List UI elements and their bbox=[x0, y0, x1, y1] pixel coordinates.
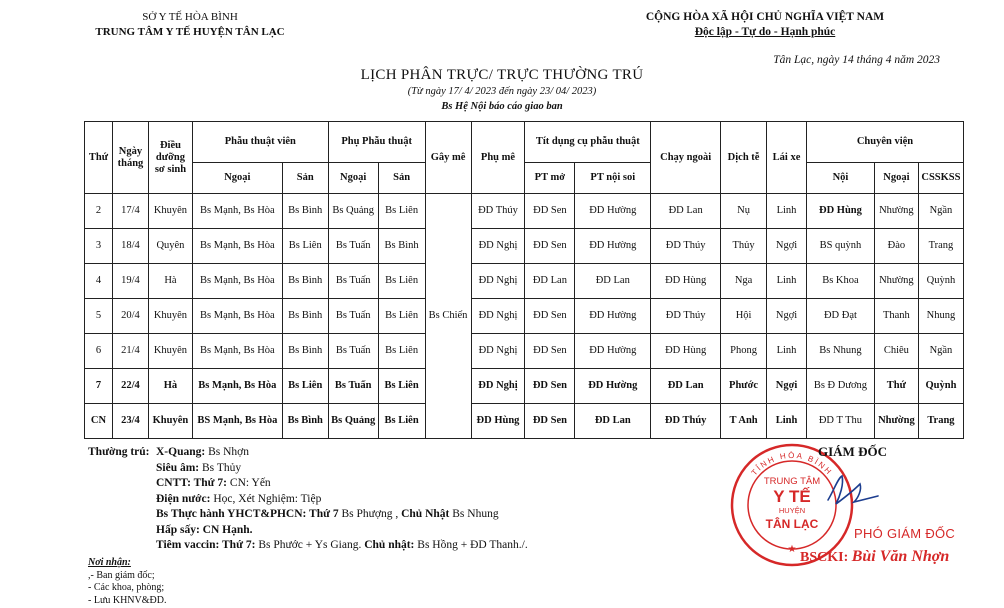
cell-dieu-duong: Khuyên bbox=[148, 334, 192, 369]
cell-pt-noi-soi: ĐD Hường bbox=[575, 369, 651, 404]
duty-schedule-table bbox=[84, 121, 964, 439]
table-row bbox=[85, 229, 964, 264]
signer-fullname: Bùi Văn Nhợn bbox=[851, 548, 950, 565]
cell-dich-te: Phước bbox=[721, 369, 767, 404]
cell-ngay: 22/4 bbox=[112, 369, 148, 404]
cell-ptv-san: Bs Bình bbox=[282, 404, 328, 439]
cell-ppt-ngoai: Bs Tuấn bbox=[328, 299, 378, 334]
table-row bbox=[85, 299, 964, 334]
cell-cv-cssks: Quỳnh bbox=[918, 369, 963, 404]
cell-ptv-ngoai: Bs Mạnh, Bs Hòa bbox=[192, 264, 282, 299]
cell-pt-mo: ĐD Sen bbox=[525, 194, 575, 229]
cell-ptv-ngoai: Bs Mạnh, Bs Hòa bbox=[192, 194, 282, 229]
cell-phu-me: ĐD Nghị bbox=[471, 334, 525, 369]
recipient-item: - Các khoa, phòng; bbox=[88, 582, 165, 593]
cell-cv-ngoai: Chiêu bbox=[874, 334, 918, 369]
signer-name bbox=[800, 548, 949, 566]
yhct-sun: Bs Nhung bbox=[452, 508, 499, 520]
yhct-sat: Bs Phượng , bbox=[341, 508, 399, 520]
cell-cv-noi: Bs Khoa bbox=[807, 264, 875, 299]
col-header-phu-me: Phụ mê bbox=[471, 122, 525, 194]
cell-pt-mo: ĐD Sen bbox=[525, 229, 575, 264]
subheader-cv-cssks: CSSKSS bbox=[918, 163, 963, 194]
cell-dieu-duong: Khuyên bbox=[148, 404, 192, 439]
cell-dich-te: Nga bbox=[721, 264, 767, 299]
cell-dieu-duong: Hà bbox=[148, 369, 192, 404]
cell-ppt-san: Bs Liên bbox=[378, 404, 425, 439]
cell-cv-cssks: Ngần bbox=[918, 194, 963, 229]
director-title: GIÁM ĐỐC bbox=[818, 444, 887, 459]
subheader-pt-noi-soi: PT nội soi bbox=[575, 163, 651, 194]
cell-ngay: 21/4 bbox=[112, 334, 148, 369]
cell-dich-te: Hội bbox=[721, 299, 767, 334]
cell-lai-xe: Ngợi bbox=[767, 299, 807, 334]
cell-lai-xe: Linh bbox=[767, 334, 807, 369]
vaccin-sun-label: Chủ nhật: bbox=[364, 539, 415, 551]
cell-lai-xe: Linh bbox=[767, 264, 807, 299]
cell-thu: 2 bbox=[85, 194, 113, 229]
hapsay-value: CN Hạnh. bbox=[202, 523, 253, 536]
cntt-value: CN: Yến bbox=[229, 477, 271, 489]
recipient-item: ,- Ban giám đốc; bbox=[88, 569, 155, 581]
org-line1: SỞ Y TẾ HÒA BÌNH bbox=[142, 11, 238, 23]
cell-ppt-san: Bs Liên bbox=[378, 264, 425, 299]
cell-lai-xe: Ngợi bbox=[767, 369, 807, 404]
cell-cv-cssks: Quỳnh bbox=[918, 264, 963, 299]
cell-pt-noi-soi: ĐD Lan bbox=[575, 404, 651, 439]
cell-ptv-ngoai: Bs Mạnh, Bs Hòa bbox=[192, 299, 282, 334]
xquang-label: X-Quang: bbox=[156, 446, 206, 458]
cell-thu: 3 bbox=[85, 229, 113, 264]
cell-ptv-san: Bs Liên bbox=[282, 229, 328, 264]
cell-pt-mo: ĐD Lan bbox=[525, 264, 575, 299]
stamp-line3: HUYỆN bbox=[778, 506, 806, 515]
cell-ptv-ngoai: Bs Mạnh, Bs Hòa bbox=[192, 369, 282, 404]
cell-ppt-ngoai: Bs Tuấn bbox=[328, 369, 378, 404]
cell-dieu-duong: Hà bbox=[148, 264, 192, 299]
hapsay-label: Hấp sấy: bbox=[156, 523, 200, 536]
cell-ppt-ngoai: Bs Tuấn bbox=[328, 264, 378, 299]
cell-ptv-ngoai: BS Mạnh, Bs Hòa bbox=[192, 404, 282, 439]
cell-thu: 6 bbox=[85, 334, 113, 369]
cell-ppt-san: Bs Liên bbox=[378, 299, 425, 334]
table-row bbox=[85, 369, 964, 404]
cell-chay-ngoai: ĐD Thúy bbox=[651, 404, 721, 439]
col-header-thu: Thứ bbox=[85, 122, 113, 194]
cell-ngay: 19/4 bbox=[112, 264, 148, 299]
cell-pt-noi-soi: ĐD Hường bbox=[575, 229, 651, 264]
org-header bbox=[60, 10, 320, 40]
cell-thu: 7 bbox=[85, 369, 113, 404]
cell-cv-ngoai: Thanh bbox=[874, 299, 918, 334]
col-header-phu-pt: Phụ Phẫu thuật bbox=[328, 122, 425, 163]
document-reporter: Bs Hệ Nội báo cáo giao ban bbox=[441, 101, 563, 112]
col-header-gay-me: Gây mê bbox=[425, 122, 471, 194]
cell-phu-me: ĐD Nghị bbox=[471, 229, 525, 264]
col-header-chay-ngoai: Chạy ngoài bbox=[651, 122, 721, 194]
cell-ppt-san: Bs Liên bbox=[378, 334, 425, 369]
cell-cv-noi: Bs Đ Dương bbox=[807, 369, 875, 404]
nation-motto: Độc lập - Tự do - Hạnh phúc bbox=[694, 26, 836, 38]
col-header-dieu-duong: Điều dưỡng sơ sinh bbox=[148, 122, 192, 194]
cell-ppt-san: Bs Liên bbox=[378, 369, 425, 404]
cell-pt-mo: ĐD Sen bbox=[525, 299, 575, 334]
cell-ngay: 20/4 bbox=[112, 299, 148, 334]
subheader-cv-ngoai: Ngoại bbox=[874, 163, 918, 194]
cell-gay-me: Bs Chiến bbox=[425, 194, 471, 439]
cell-cv-cssks: Nhung bbox=[918, 299, 963, 334]
cell-cv-noi: ĐD Hùng bbox=[807, 194, 875, 229]
cell-ngay: 17/4 bbox=[112, 194, 148, 229]
cell-chay-ngoai: ĐD Lan bbox=[651, 369, 721, 404]
signature-icon bbox=[820, 470, 880, 512]
sieuam-value: Bs Thủy bbox=[202, 461, 242, 474]
cell-cv-cssks: Ngần bbox=[918, 334, 963, 369]
cell-chay-ngoai: ĐD Hùng bbox=[651, 334, 721, 369]
cell-dieu-duong: Quyên bbox=[148, 229, 192, 264]
cell-thu: 5 bbox=[85, 299, 113, 334]
cell-phu-me: ĐD Nghị bbox=[471, 264, 525, 299]
col-header-ngay: Ngày tháng bbox=[112, 122, 148, 194]
cell-ngay: 23/4 bbox=[112, 404, 148, 439]
cell-chay-ngoai: ĐD Lan bbox=[651, 194, 721, 229]
table-row bbox=[85, 404, 964, 439]
recipients-title: Nơi nhận: bbox=[88, 557, 131, 568]
cell-ptv-ngoai: Bs Mạnh, Bs Hòa bbox=[192, 229, 282, 264]
cell-ptv-san: Bs Bình bbox=[282, 194, 328, 229]
cell-cv-ngoai: Nhường bbox=[874, 264, 918, 299]
vaccin-label: Tiêm vaccin: Thứ 7: bbox=[156, 539, 256, 551]
recipients bbox=[88, 557, 166, 607]
document-date: Tân Lạc, ngày 14 tháng 4 năm 2023 bbox=[773, 54, 940, 66]
cell-dich-te: Phong bbox=[721, 334, 767, 369]
cell-pt-noi-soi: ĐD Lan bbox=[575, 264, 651, 299]
resident-duty-list bbox=[88, 445, 528, 554]
cell-cv-ngoai: Nhường bbox=[874, 194, 918, 229]
cell-lai-xe: Ngợi bbox=[767, 229, 807, 264]
subheader-ptv-ngoai: Ngoại bbox=[192, 163, 282, 194]
cell-cv-noi: ĐD T Thu bbox=[807, 404, 875, 439]
col-header-pt-vien: Phẫu thuật viên bbox=[192, 122, 328, 163]
stamp-line2: Y TẾ bbox=[773, 487, 811, 506]
cell-dieu-duong: Khuyên bbox=[148, 299, 192, 334]
cell-dich-te: Nụ bbox=[721, 194, 767, 229]
stamp-line1: TRUNG TÂM bbox=[763, 476, 821, 487]
cell-ppt-san: Bs Bình bbox=[378, 229, 425, 264]
cell-pt-mo: ĐD Sen bbox=[525, 404, 575, 439]
cell-phu-me: ĐD Hùng bbox=[471, 404, 525, 439]
subheader-ppt-ngoai: Ngoại bbox=[328, 163, 378, 194]
cell-ptv-ngoai: Bs Mạnh, Bs Hòa bbox=[192, 334, 282, 369]
svg-text:★: ★ bbox=[787, 544, 797, 555]
diennuoc-value: Học, Xét Nghiệm: Tiệp bbox=[213, 492, 322, 505]
cell-pt-noi-soi: ĐD Hường bbox=[575, 334, 651, 369]
xquang-value: Bs Nhợn bbox=[208, 446, 249, 458]
cntt-label: CNTT: Thứ 7: bbox=[156, 477, 228, 489]
cell-ppt-san: Bs Liên bbox=[378, 194, 425, 229]
cell-cv-ngoai: Thứ bbox=[874, 369, 918, 404]
cell-ngay: 18/4 bbox=[112, 229, 148, 264]
cell-ppt-ngoai: Bs Tuấn bbox=[328, 229, 378, 264]
cell-ppt-ngoai: Bs Tuấn bbox=[328, 334, 378, 369]
duty-label: Thường trú: bbox=[88, 446, 150, 458]
table-row bbox=[85, 334, 964, 369]
org-line2: TRUNG TÂM Y TẾ HUYỆN TÂN LẠC bbox=[95, 26, 285, 38]
cell-chay-ngoai: ĐD Hùng bbox=[651, 264, 721, 299]
table-row bbox=[85, 264, 964, 299]
cell-pt-mo: ĐD Sen bbox=[525, 334, 575, 369]
col-header-chuyen-vien: Chuyên viện bbox=[807, 122, 964, 163]
subheader-pt-mo: PT mở bbox=[525, 163, 575, 194]
subheader-ppt-san: Sản bbox=[378, 163, 425, 194]
cell-ppt-ngoai: Bs Quảng bbox=[328, 194, 378, 229]
document-period: (Từ ngày 17/ 4/ 2023 đến ngày 23/ 04/ 2023) bbox=[407, 86, 597, 97]
cell-pt-noi-soi: ĐD Hường bbox=[575, 299, 651, 334]
cell-dich-te: Thủy bbox=[721, 229, 767, 264]
vaccin-sat: Bs Phước + Ys Giang. bbox=[258, 539, 362, 551]
stamp-ring-text: TỈNH HÒA BÌNH bbox=[749, 450, 835, 478]
cell-cv-cssks: Trang bbox=[918, 229, 963, 264]
cell-ptv-san: Bs Bình bbox=[282, 334, 328, 369]
signer-rank: BSCKI: bbox=[800, 550, 849, 565]
yhct-label: Bs Thực hành YHCT&PHCN: Thứ 7 bbox=[156, 508, 339, 520]
diennuoc-label: Điện nước: bbox=[156, 492, 211, 505]
cell-dich-te: T Anh bbox=[721, 404, 767, 439]
cell-ptv-san: Bs Bình bbox=[282, 299, 328, 334]
nation-line1: CỘNG HÒA XÃ HỘI CHỦ NGHĨA VIỆT NAM bbox=[645, 11, 885, 23]
cell-pt-mo: ĐD Sen bbox=[525, 369, 575, 404]
cell-chay-ngoai: ĐD Thúy bbox=[651, 229, 721, 264]
cell-phu-me: ĐD Nghị bbox=[471, 299, 525, 334]
cell-thu: 4 bbox=[85, 264, 113, 299]
cell-cv-noi: BS quỳnh bbox=[807, 229, 875, 264]
cell-cv-ngoai: Đào bbox=[874, 229, 918, 264]
document-title: LỊCH PHÂN TRỰC/ TRỰC THƯỜNG TRÚ bbox=[360, 67, 644, 83]
nation-header bbox=[600, 10, 930, 40]
cell-cv-cssks: Trang bbox=[918, 404, 963, 439]
cell-phu-me: ĐD Nghị bbox=[471, 369, 525, 404]
cell-ppt-ngoai: Bs Quảng bbox=[328, 404, 378, 439]
subheader-ptv-san: Sản bbox=[282, 163, 328, 194]
table-row bbox=[85, 194, 964, 229]
col-header-lai-xe: Lái xe bbox=[767, 122, 807, 194]
cell-lai-xe: Linh bbox=[767, 194, 807, 229]
cell-chay-ngoai: ĐD Thúy bbox=[651, 299, 721, 334]
sieuam-label: Siêu âm: bbox=[156, 461, 200, 474]
cell-pt-noi-soi: ĐD Hường bbox=[575, 194, 651, 229]
cell-cv-noi: Bs Nhung bbox=[807, 334, 875, 369]
cell-ptv-san: Bs Bình bbox=[282, 264, 328, 299]
vice-director-title: PHÓ GIÁM ĐỐC bbox=[854, 526, 956, 541]
subheader-cv-noi: Nội bbox=[807, 163, 875, 194]
col-header-dich-te: Dịch tễ bbox=[721, 122, 767, 194]
cell-ptv-san: Bs Liên bbox=[282, 369, 328, 404]
vaccin-sun: Bs Hồng + ĐD Thanh./. bbox=[417, 539, 528, 551]
stamp-line4: TÂN LẠC bbox=[765, 517, 819, 531]
cell-cv-ngoai: Nhường bbox=[874, 404, 918, 439]
cell-cv-noi: ĐD Đạt bbox=[807, 299, 875, 334]
cell-phu-me: ĐD Thúy bbox=[471, 194, 525, 229]
cell-thu: CN bbox=[85, 404, 113, 439]
recipient-item: - Lưu KHNV&ĐD. bbox=[88, 594, 167, 606]
col-header-tit-dung-cu: Tít dụng cụ phẫu thuật bbox=[525, 122, 651, 163]
cell-dieu-duong: Khuyên bbox=[148, 194, 192, 229]
cell-lai-xe: Linh bbox=[767, 404, 807, 439]
yhct-sun-label: Chủ Nhật bbox=[401, 508, 450, 520]
